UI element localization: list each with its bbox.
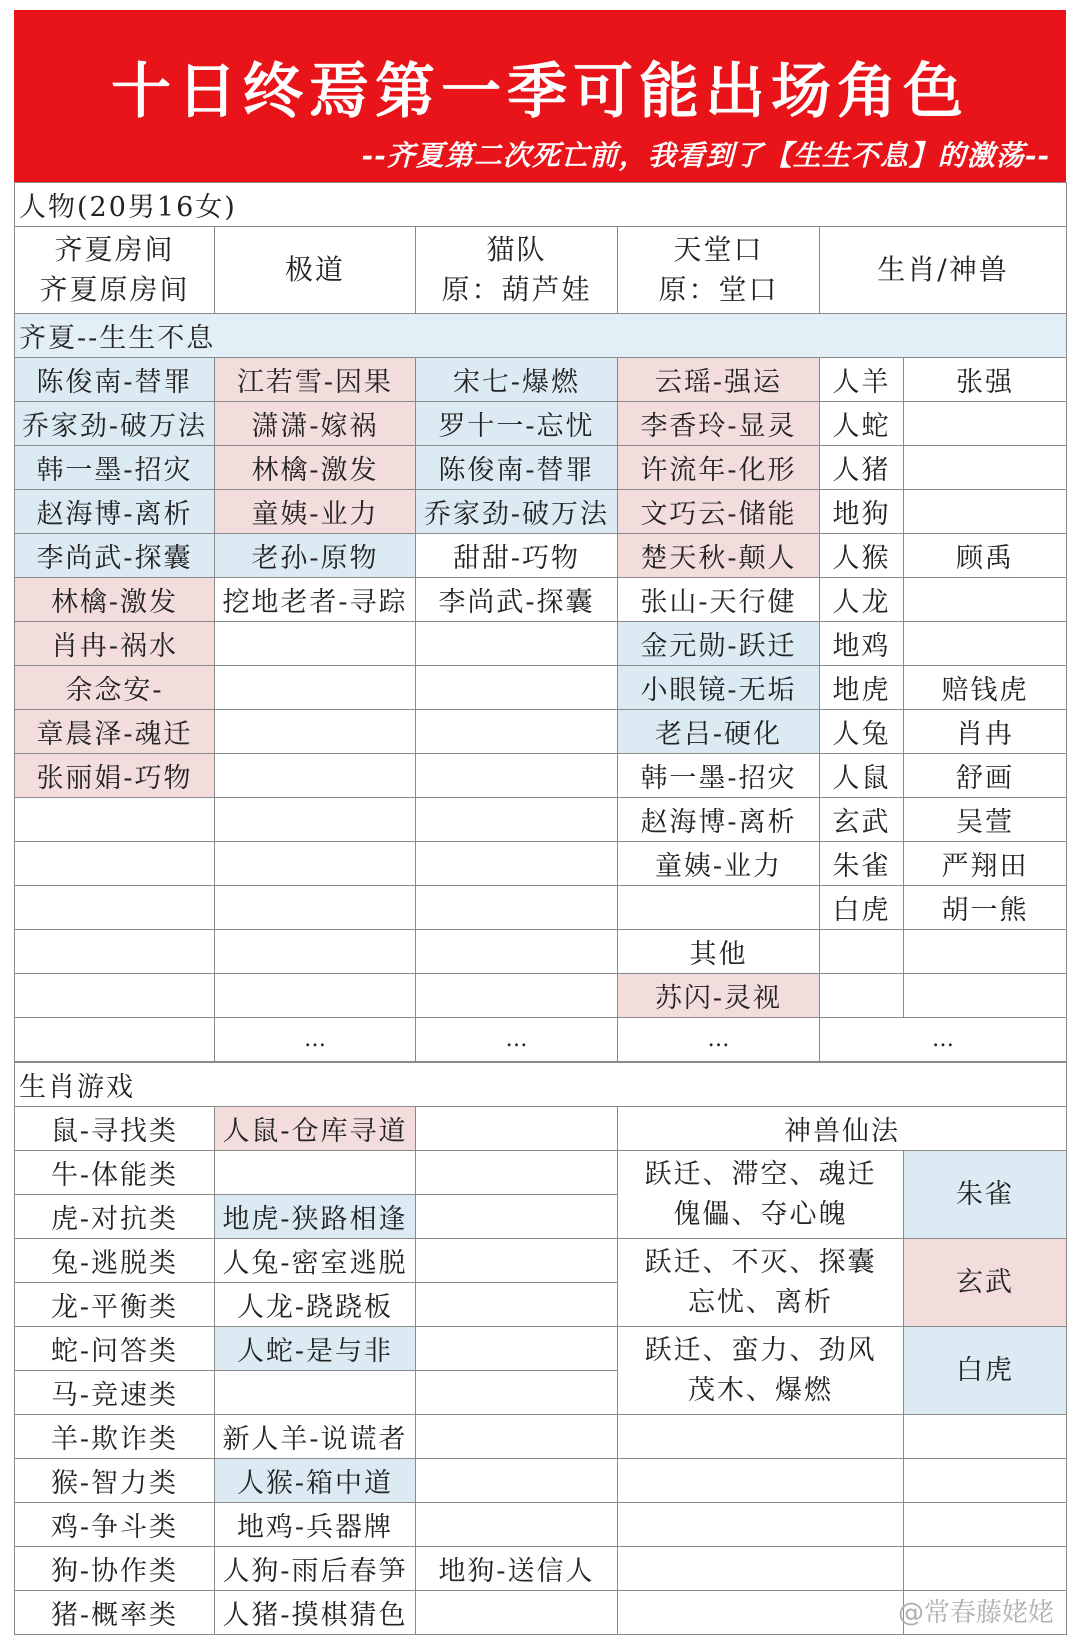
cell: [215, 1151, 416, 1195]
ellipsis: …: [618, 1018, 820, 1062]
cell: 人兔: [820, 710, 904, 754]
header-paradise: 天堂口 原：堂口: [618, 227, 820, 314]
cell: 林檎-激发: [15, 578, 215, 622]
cell: [618, 1591, 904, 1635]
cell: 林檎-激发: [215, 446, 416, 490]
cell: 江若雪-因果: [215, 358, 416, 402]
table-row: [15, 798, 1067, 842]
cell: [416, 930, 618, 974]
table-row: [15, 1107, 1067, 1151]
section-label-characters: 人物(20男16女): [15, 183, 1067, 227]
cell: 鸡-争斗类: [15, 1503, 215, 1547]
cell: 蛇-问答类: [15, 1327, 215, 1371]
cell: [904, 930, 1067, 974]
cell: 童姨-业力: [215, 490, 416, 534]
table-row: [15, 358, 1067, 402]
table-row: [15, 534, 1067, 578]
watermark: @常春藤姥姥: [897, 1598, 1054, 1628]
cell: [416, 1415, 618, 1459]
cell: [416, 622, 618, 666]
cell: 地狗-送信人: [416, 1547, 618, 1591]
table-row: [15, 1239, 1067, 1283]
cell: [618, 1459, 904, 1503]
cell: 猴-智力类: [15, 1459, 215, 1503]
cell: 小眼镜-无垢: [618, 666, 820, 710]
cell: 文巧云-储能: [618, 490, 820, 534]
table-row: [15, 666, 1067, 710]
cell: 猪-概率类: [15, 1591, 215, 1635]
table-row: [15, 754, 1067, 798]
cell: 肖冉-祸水: [15, 622, 215, 666]
table-row: [15, 974, 1067, 1018]
cell: 云瑶-强运: [618, 358, 820, 402]
cell: [820, 974, 904, 1018]
divine-beast: 白虎: [904, 1327, 1067, 1415]
cell: [416, 974, 618, 1018]
cell: [618, 886, 820, 930]
cell: [215, 622, 416, 666]
divine-title: 神兽仙法: [618, 1107, 1067, 1151]
cell: [904, 1547, 1067, 1591]
cell: 胡一熊: [904, 886, 1067, 930]
cell: [215, 710, 416, 754]
group-label-qixia: 齐夏--生生不息: [15, 314, 1067, 358]
table-row: [15, 710, 1067, 754]
cell: [904, 1459, 1067, 1503]
cell: [618, 1503, 904, 1547]
cell: [15, 974, 215, 1018]
cell: 牛-体能类: [15, 1151, 215, 1195]
cell: [416, 1327, 618, 1371]
ellipsis-row: [15, 1018, 1067, 1062]
cell: 白虎: [820, 886, 904, 930]
title-banner: [14, 10, 1066, 182]
table-row: [15, 1327, 1067, 1371]
table-row: [15, 622, 1067, 666]
ellipsis: …: [820, 1018, 1067, 1062]
cell: 兔-逃脱类: [15, 1239, 215, 1283]
cell: 韩一墨-招灾: [15, 446, 215, 490]
cell: 赔钱虎: [904, 666, 1067, 710]
cell: [215, 886, 416, 930]
cell: 乔家劲-破万法: [416, 490, 618, 534]
table-row: [15, 402, 1067, 446]
ellipsis: …: [215, 1018, 416, 1062]
page-subtitle: --齐夏第二次死亡前，我看到了【生生不息】的激荡--: [361, 139, 1050, 172]
cell: 人鼠: [820, 754, 904, 798]
ellipsis: …: [416, 1018, 618, 1062]
cell: 吴萱: [904, 798, 1067, 842]
page-title: 十日终焉第一季可能出场角色: [111, 57, 969, 127]
cell: 甜甜-巧物: [416, 534, 618, 578]
cell: 鼠-寻找类: [15, 1107, 215, 1151]
cell: [416, 666, 618, 710]
cell: 人鼠-仓库寻道: [215, 1107, 416, 1151]
cell: [416, 1195, 618, 1239]
header-jidao: 极道: [215, 227, 416, 314]
cell: 地虎: [820, 666, 904, 710]
characters-table: [14, 182, 1067, 1062]
cell: [904, 1503, 1067, 1547]
table-row: [15, 446, 1067, 490]
cell: 挖地老者-寻踪: [215, 578, 416, 622]
cell: [416, 1107, 618, 1151]
cell: [904, 578, 1067, 622]
cell: 人兔-密室逃脱: [215, 1239, 416, 1283]
divine-beast: 朱雀: [904, 1151, 1067, 1239]
cell-others-label: 其他: [618, 930, 820, 974]
cell: 金元勋-跃迁: [618, 622, 820, 666]
cell: [416, 710, 618, 754]
divine-skills: 跃迁、不灭、探囊 忘忧、离析: [618, 1239, 904, 1327]
cell: 张强: [904, 358, 1067, 402]
table-row: [15, 578, 1067, 622]
cell: 乔家劲-破万法: [15, 402, 215, 446]
cell: 龙-平衡类: [15, 1283, 215, 1327]
cell: [215, 1371, 416, 1415]
cell: 人蛇-是与非: [215, 1327, 416, 1371]
cell: [820, 930, 904, 974]
cell: 宋七-爆燃: [416, 358, 618, 402]
cell: 李尚武-探囊: [15, 534, 215, 578]
table-row: [15, 1503, 1067, 1547]
cell: 老吕-硬化: [618, 710, 820, 754]
cell: [618, 1547, 904, 1591]
cell: 人猴: [820, 534, 904, 578]
cell: 韩一墨-招灾: [618, 754, 820, 798]
cell: [904, 974, 1067, 1018]
cell: 楚天秋-颠人: [618, 534, 820, 578]
cell: [215, 798, 416, 842]
cell: 马-竞速类: [15, 1371, 215, 1415]
cell: 人羊: [820, 358, 904, 402]
cell: 顾禹: [904, 534, 1067, 578]
sheet: [14, 10, 1066, 1635]
cell: [904, 622, 1067, 666]
cell: 赵海博-离析: [618, 798, 820, 842]
divine-beast: 玄武: [904, 1239, 1067, 1327]
cell: 人龙: [820, 578, 904, 622]
cell: [416, 1371, 618, 1415]
cell: 地虎-狭路相逢: [215, 1195, 416, 1239]
cell: [904, 446, 1067, 490]
cell: 张丽娟-巧物: [15, 754, 215, 798]
cell: 地鸡: [820, 622, 904, 666]
cell: 人蛇: [820, 402, 904, 446]
table-row: [15, 930, 1067, 974]
cell: [15, 798, 215, 842]
cell: 张山-天行健: [618, 578, 820, 622]
cell: 章晨泽-魂迁: [15, 710, 215, 754]
section-label-zodiac-games: 生肖游戏: [15, 1063, 1067, 1107]
header-zodiac: 生肖/神兽: [820, 227, 1067, 314]
cell: 许流年-化形: [618, 446, 820, 490]
cell: 人猪: [820, 446, 904, 490]
cell: [416, 1283, 618, 1327]
cell: 人猴-箱中道: [215, 1459, 416, 1503]
table-row: [15, 886, 1067, 930]
table-row: [15, 1459, 1067, 1503]
cell: [416, 842, 618, 886]
cell: 童姨-业力: [618, 842, 820, 886]
cell: [416, 1503, 618, 1547]
cell: [416, 1591, 618, 1635]
table-row: [15, 842, 1067, 886]
cell: [416, 886, 618, 930]
zodiac-games-table: [14, 1062, 1067, 1635]
header-row: [15, 227, 1067, 314]
cell: 李香玲-显灵: [618, 402, 820, 446]
cell: [215, 666, 416, 710]
cell: [416, 798, 618, 842]
cell: 人龙-跷跷板: [215, 1283, 416, 1327]
cell: [416, 1239, 618, 1283]
cell: [416, 754, 618, 798]
cell: 虎-对抗类: [15, 1195, 215, 1239]
cell: 羊-欺诈类: [15, 1415, 215, 1459]
cell: [15, 886, 215, 930]
cell: 潇潇-嫁祸: [215, 402, 416, 446]
cell: [15, 930, 215, 974]
cell: [215, 754, 416, 798]
cell: [15, 1018, 215, 1062]
cell: 狗-协作类: [15, 1547, 215, 1591]
cell: 苏闪-灵视: [618, 974, 820, 1018]
divine-skills: 跃迁、滞空、魂迁 傀儡、夺心魄: [618, 1151, 904, 1239]
cell: [416, 1459, 618, 1503]
cell: 老孙-原物: [215, 534, 416, 578]
cell: [215, 842, 416, 886]
cell: 李尚武-探囊: [416, 578, 618, 622]
cell: 陈俊南-替罪: [15, 358, 215, 402]
cell: [215, 974, 416, 1018]
header-cat-team: 猫队 原：葫芦娃: [416, 227, 618, 314]
cell: [904, 402, 1067, 446]
table-row: [15, 1415, 1067, 1459]
cell: 新人羊-说谎者: [215, 1415, 416, 1459]
cell: [618, 1415, 904, 1459]
cell: 余念安-: [15, 666, 215, 710]
table-row: [15, 1547, 1067, 1591]
cell: 肖冉: [904, 710, 1067, 754]
cell: 地鸡-兵器牌: [215, 1503, 416, 1547]
cell: [15, 842, 215, 886]
cell: [215, 930, 416, 974]
cell: 人狗-雨后春笋: [215, 1547, 416, 1591]
cell: 人猪-摸棋猜色: [215, 1591, 416, 1635]
cell: 舒画: [904, 754, 1067, 798]
cell: 朱雀: [820, 842, 904, 886]
cell: [416, 1151, 618, 1195]
header-qixia-room: 齐夏房间 齐夏原房间: [15, 227, 215, 314]
cell: [904, 490, 1067, 534]
table-row: [15, 1151, 1067, 1195]
cell: 赵海博-离析: [15, 490, 215, 534]
cell: 严翔田: [904, 842, 1067, 886]
cell: 陈俊南-替罪: [416, 446, 618, 490]
cell: 地狗: [820, 490, 904, 534]
cell: 罗十一-忘忧: [416, 402, 618, 446]
table-row: [15, 490, 1067, 534]
cell: 玄武: [820, 798, 904, 842]
divine-skills: 跃迁、蛮力、劲风 茂木、爆燃: [618, 1327, 904, 1415]
cell: [904, 1415, 1067, 1459]
